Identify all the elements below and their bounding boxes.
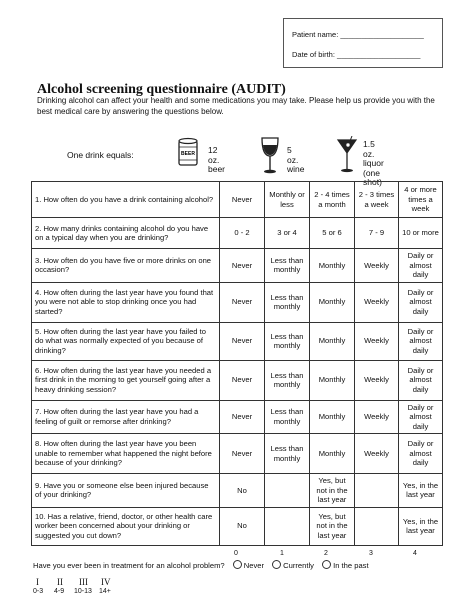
answer-option[interactable]: Daily or almost daily	[399, 434, 443, 474]
answer-option[interactable]: 5 or 6	[310, 218, 355, 249]
liquor-note: (one shot)	[363, 167, 382, 187]
answer-option[interactable]: Monthly	[310, 282, 355, 322]
answer-option[interactable]: Less than monthly	[265, 282, 310, 322]
intro-text: Drinking alcohol can affect your health and some medications you may take. Please help us provide you with the best medical care by answering the questions below.	[37, 96, 435, 116]
beer-can-icon	[176, 136, 200, 168]
question-text: 3. How often do you have five or more drinks on one occasion?	[32, 249, 220, 283]
question-text: 1. How often do you have a drink containing alcohol?	[32, 182, 220, 218]
answer-option[interactable]: No	[220, 474, 265, 508]
patient-name-field[interactable]: Patient name: ____________________	[292, 30, 424, 39]
answer-option[interactable]: Never	[220, 322, 265, 360]
answer-option[interactable]: Weekly	[355, 434, 399, 474]
zone-roman: II	[57, 577, 63, 587]
date-of-birth-field[interactable]: Date of birth: ____________________	[292, 50, 421, 59]
answer-option[interactable]: Less than monthly	[265, 322, 310, 360]
question-text: 2. How many drinks containing alcohol do you have on a typical day when you are drinking?	[32, 218, 220, 249]
drink-equals-label: One drink equals:	[67, 150, 134, 160]
answer-option[interactable]: Never	[220, 400, 265, 434]
answer-option[interactable]: Yes, but not in the last year	[310, 474, 355, 508]
score-value: 1	[280, 550, 284, 557]
radio-circle-icon[interactable]	[272, 560, 281, 569]
answer-option[interactable]: Never	[220, 360, 265, 400]
answer-option[interactable]: 3 or 4	[265, 218, 310, 249]
answer-option[interactable]: Weekly	[355, 322, 399, 360]
treatment-question-text: Have you ever been in treatment for an alcohol problem?	[33, 561, 225, 570]
wine-label: wine	[287, 164, 305, 174]
radio-circle-icon[interactable]	[233, 560, 242, 569]
liquor-label: liquor	[363, 158, 384, 168]
question-row	[32, 360, 443, 400]
answer-option[interactable]: Daily or almost daily	[399, 322, 443, 360]
question-row	[32, 474, 443, 508]
answer-option[interactable]: Less than monthly	[265, 400, 310, 434]
answer-option[interactable]: Weekly	[355, 400, 399, 434]
wine-glass-icon	[259, 136, 281, 176]
answer-option[interactable]: Yes, but not in the last year	[310, 507, 355, 545]
question-text: 10. Has a relative, friend, doctor, or other health care worker been concerned about your drinking or suggested you cut down?	[32, 507, 220, 545]
answer-option[interactable]: Never	[220, 182, 265, 218]
answer-option[interactable]: 4 or more times a week	[399, 182, 443, 218]
answer-option[interactable]: Yes, in the last year	[399, 507, 443, 545]
question-row	[32, 182, 443, 218]
zone-range: 14+	[99, 588, 111, 595]
audit-question-table	[31, 181, 443, 546]
zone-range: 4-9	[54, 588, 65, 595]
answer-option[interactable]: Yes, in the last year	[399, 474, 443, 508]
answer-option[interactable]: Weekly	[355, 360, 399, 400]
beer-label: beer	[208, 164, 226, 174]
question-text: 8. How often during the last year have you been unable to remember what happened the night before because of your drinking?	[32, 434, 220, 474]
answer-option[interactable]: Daily or almost daily	[399, 249, 443, 283]
question-text: 4. How often during the last year have you found that you were not able to stop drinking once you had started?	[32, 282, 220, 322]
question-row	[32, 249, 443, 283]
answer-option[interactable]: Daily or almost daily	[399, 282, 443, 322]
question-text: 6. How often during the last year have you needed a first drink in the morning to get yourself going after a heavy drinking session?	[32, 360, 220, 400]
liquor-amount: 1.5 oz.	[363, 139, 375, 159]
answer-option[interactable]: Monthly	[310, 322, 355, 360]
score-value: 0	[234, 550, 238, 557]
zone-range: 0-3	[33, 588, 44, 595]
answer-option	[355, 474, 399, 508]
question-row	[32, 322, 443, 360]
treatment-question	[33, 560, 369, 570]
drink-equivalents	[0, 136, 474, 187]
answer-option[interactable]: 0 - 2	[220, 218, 265, 249]
answer-option[interactable]: Monthly	[310, 360, 355, 400]
question-row	[32, 507, 443, 545]
question-text: 7. How often during the last year have you had a feeling of guilt or remorse after drinking?	[32, 400, 220, 434]
answer-option[interactable]: Never	[220, 249, 265, 283]
answer-option[interactable]: Less than monthly	[265, 360, 310, 400]
radio-circle-icon[interactable]	[322, 560, 331, 569]
question-row	[32, 282, 443, 322]
answer-option[interactable]: Less than monthly	[265, 249, 310, 283]
answer-option	[355, 507, 399, 545]
answer-option[interactable]: Monthly	[310, 434, 355, 474]
zone-roman: IV	[101, 577, 111, 587]
score-value: 2	[324, 550, 328, 557]
patient-info-box	[283, 18, 443, 68]
question-row	[32, 218, 443, 249]
page-title: Alcohol screening questionnaire (AUDIT)	[37, 82, 286, 97]
answer-option[interactable]: Never	[220, 282, 265, 322]
answer-option[interactable]: 2 - 4 times a month	[310, 182, 355, 218]
treatment-option-never[interactable]: Never	[233, 560, 264, 570]
question-text: 9. Have you or someone else been injured because of your drinking?	[32, 474, 220, 508]
answer-option[interactable]: No	[220, 507, 265, 545]
treatment-option-past[interactable]: In the past	[322, 560, 368, 570]
answer-option[interactable]: 2 - 3 times a week	[355, 182, 399, 218]
answer-option	[265, 507, 310, 545]
answer-option[interactable]: Monthly or less	[265, 182, 310, 218]
answer-option[interactable]: Daily or almost daily	[399, 400, 443, 434]
zone-roman: III	[79, 577, 88, 587]
zone-range: 10-13	[74, 588, 92, 595]
answer-option[interactable]: Weekly	[355, 249, 399, 283]
martini-glass-icon	[336, 136, 358, 176]
answer-option[interactable]: Monthly	[310, 400, 355, 434]
question-row	[32, 400, 443, 434]
answer-option[interactable]: Weekly	[355, 282, 399, 322]
zone-roman: I	[36, 577, 39, 587]
answer-option[interactable]: 7 - 9	[355, 218, 399, 249]
beer-amount: 12 oz.	[208, 145, 220, 165]
answer-option[interactable]: Monthly	[310, 249, 355, 283]
answer-option[interactable]: Less than monthly	[265, 434, 310, 474]
answer-option[interactable]: 10 or more	[399, 218, 443, 249]
wine-amount: 5 oz.	[287, 145, 299, 165]
question-row	[32, 434, 443, 474]
score-value: 4	[413, 550, 417, 557]
question-text: 5. How often during the last year have you failed to do what was normally expected of you because of drinking?	[32, 322, 220, 360]
treatment-option-currently[interactable]: Currently	[272, 560, 314, 570]
score-value: 3	[369, 550, 373, 557]
answer-option[interactable]: Daily or almost daily	[399, 360, 443, 400]
beer-can-text: BEER	[181, 151, 195, 157]
answer-option	[265, 474, 310, 508]
answer-option[interactable]: Never	[220, 434, 265, 474]
